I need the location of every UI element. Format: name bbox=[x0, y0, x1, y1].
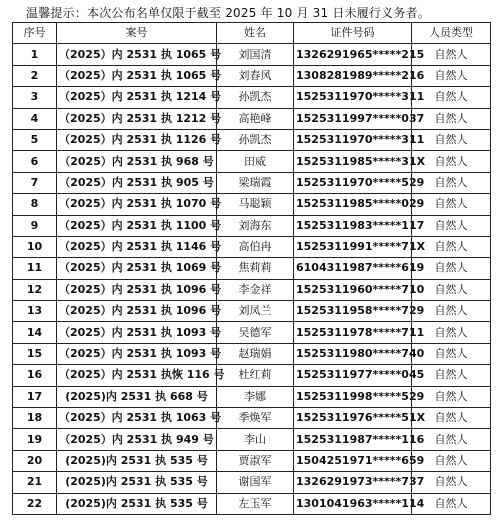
cell-name: 杜红莉 bbox=[217, 365, 294, 386]
cell-name: 贾淑军 bbox=[217, 450, 294, 471]
cell-id-number: 1525311985*****31X bbox=[294, 151, 412, 172]
cell-id-number: 1525311985*****029 bbox=[294, 194, 412, 215]
cell-case-number: （2025）内 2531 执 1065 号 bbox=[57, 44, 217, 65]
cell-id-number: 1525311976*****51X bbox=[294, 408, 412, 429]
table-row bbox=[13, 108, 491, 129]
table-header-row bbox=[13, 23, 491, 44]
cell-name: 左玉军 bbox=[217, 493, 294, 514]
cell-person-type: 自然人 bbox=[412, 322, 491, 343]
cell-person-type: 自然人 bbox=[412, 129, 491, 150]
cell-case-number: （2025）内 2531 执 1146 号 bbox=[57, 236, 217, 257]
table-row bbox=[13, 493, 491, 514]
cell-id-number: 1525311960*****710 bbox=[294, 279, 412, 300]
cell-seq: 13 bbox=[13, 301, 57, 322]
cell-seq: 4 bbox=[13, 108, 57, 129]
table-row bbox=[13, 408, 491, 429]
cell-seq: 11 bbox=[13, 258, 57, 279]
header-person-type: 人员类型 bbox=[412, 23, 491, 44]
table-row bbox=[13, 472, 491, 493]
cell-id-number: 1525311970*****311 bbox=[294, 87, 412, 108]
cell-person-type: 自然人 bbox=[412, 215, 491, 236]
cell-case-number: （2025）内 2531 执 1212 号 bbox=[57, 108, 217, 129]
cell-id-number: 1504251971*****659 bbox=[294, 450, 412, 471]
cell-seq: 1 bbox=[13, 44, 57, 65]
cell-id-number: 1326291973*****737 bbox=[294, 472, 412, 493]
table-row bbox=[13, 87, 491, 108]
cell-id-number: 1525311980*****740 bbox=[294, 343, 412, 364]
cell-id-number: 1525311997*****037 bbox=[294, 108, 412, 129]
cell-id-number: 1525311991*****71X bbox=[294, 236, 412, 257]
cell-name: 李金祥 bbox=[217, 279, 294, 300]
cell-name: 孙凯杰 bbox=[217, 129, 294, 150]
cell-person-type: 自然人 bbox=[412, 365, 491, 386]
cell-person-type: 自然人 bbox=[412, 408, 491, 429]
table-row bbox=[13, 172, 491, 193]
cell-case-number: （2025）内 2531 执 1070 号 bbox=[57, 194, 217, 215]
cell-name: 赵瑞娟 bbox=[217, 343, 294, 364]
table-row bbox=[13, 215, 491, 236]
cell-id-number: 1308281989*****216 bbox=[294, 65, 412, 86]
table-row bbox=[13, 279, 491, 300]
table-row bbox=[13, 129, 491, 150]
cell-name: 李娜 bbox=[217, 386, 294, 407]
table-row bbox=[13, 258, 491, 279]
cell-id-number: 1525311958*****729 bbox=[294, 301, 412, 322]
cell-person-type: 自然人 bbox=[412, 279, 491, 300]
table-row bbox=[13, 44, 491, 65]
cell-case-number: (2025)内 2531 执 668 号 bbox=[57, 386, 217, 407]
cell-seq: 20 bbox=[13, 450, 57, 471]
header-id-number: 证件号码 bbox=[294, 23, 412, 44]
cell-person-type: 自然人 bbox=[412, 194, 491, 215]
cell-person-type: 自然人 bbox=[412, 172, 491, 193]
cell-case-number: （2025）内 2531 执恢 116 号 bbox=[57, 365, 217, 386]
cell-seq: 2 bbox=[13, 65, 57, 86]
cell-seq: 6 bbox=[13, 151, 57, 172]
cell-seq: 10 bbox=[13, 236, 57, 257]
cell-case-number: （2025）内 2531 执 1126 号 bbox=[57, 129, 217, 150]
cell-case-number: (2025)内 2531 执 535 号 bbox=[57, 450, 217, 471]
cell-id-number: 1525311978*****711 bbox=[294, 322, 412, 343]
cell-person-type: 自然人 bbox=[412, 236, 491, 257]
table-row bbox=[13, 365, 491, 386]
cell-case-number: （2025）内 2531 执 968 号 bbox=[57, 151, 217, 172]
cell-person-type: 自然人 bbox=[412, 87, 491, 108]
cell-seq: 15 bbox=[13, 343, 57, 364]
cell-seq: 21 bbox=[13, 472, 57, 493]
cell-name: 高艳峰 bbox=[217, 108, 294, 129]
table-row bbox=[13, 386, 491, 407]
cell-person-type: 自然人 bbox=[412, 386, 491, 407]
cell-case-number: （2025）内 2531 执 1093 号 bbox=[57, 322, 217, 343]
cell-seq: 12 bbox=[13, 279, 57, 300]
cell-name: 谢国军 bbox=[217, 472, 294, 493]
cell-name: 田威 bbox=[217, 151, 294, 172]
cell-case-number: （2025）内 2531 执 905 号 bbox=[57, 172, 217, 193]
cell-case-number: （2025）内 2531 执 1063 号 bbox=[57, 408, 217, 429]
cell-id-number: 6104311987*****619 bbox=[294, 258, 412, 279]
cell-seq: 16 bbox=[13, 365, 57, 386]
cell-seq: 18 bbox=[13, 408, 57, 429]
table-row bbox=[13, 236, 491, 257]
cell-id-number: 1525311970*****529 bbox=[294, 172, 412, 193]
cell-case-number: （2025）内 2531 执 1065 号 bbox=[57, 65, 217, 86]
table-row bbox=[13, 343, 491, 364]
cell-case-number: （2025）内 2531 执 1093 号 bbox=[57, 343, 217, 364]
cell-person-type: 自然人 bbox=[412, 44, 491, 65]
cell-id-number: 1525311987*****116 bbox=[294, 429, 412, 450]
cell-seq: 17 bbox=[13, 386, 57, 407]
cell-id-number: 1301041963*****114 bbox=[294, 493, 412, 514]
cell-case-number: （2025）内 2531 执 1096 号 bbox=[57, 301, 217, 322]
cell-seq: 9 bbox=[13, 215, 57, 236]
table-row bbox=[13, 322, 491, 343]
table-row bbox=[13, 301, 491, 322]
table-row bbox=[13, 65, 491, 86]
cell-name: 刘国清 bbox=[217, 44, 294, 65]
cell-name: 焦莉莉 bbox=[217, 258, 294, 279]
cell-seq: 22 bbox=[13, 493, 57, 514]
table-row bbox=[13, 429, 491, 450]
cell-case-number: （2025）内 2531 执 1100 号 bbox=[57, 215, 217, 236]
cell-name: 马聪颖 bbox=[217, 194, 294, 215]
cell-id-number: 1326291965*****215 bbox=[294, 44, 412, 65]
cell-seq: 14 bbox=[13, 322, 57, 343]
cell-case-number: (2025)内 2531 执 535 号 bbox=[57, 493, 217, 514]
cell-seq: 7 bbox=[13, 172, 57, 193]
cell-case-number: （2025）内 2531 执 1214 号 bbox=[57, 87, 217, 108]
cell-name: 刘春风 bbox=[217, 65, 294, 86]
cell-seq: 8 bbox=[13, 194, 57, 215]
cell-person-type: 自然人 bbox=[412, 65, 491, 86]
cell-seq: 5 bbox=[13, 129, 57, 150]
cell-id-number: 1525311970*****311 bbox=[294, 129, 412, 150]
cell-person-type: 自然人 bbox=[412, 151, 491, 172]
cell-case-number: （2025）内 2531 执 1069 号 bbox=[57, 258, 217, 279]
cell-name: 梁瑞霞 bbox=[217, 172, 294, 193]
table-row bbox=[13, 194, 491, 215]
defaulter-table bbox=[12, 22, 491, 515]
cell-name: 李山 bbox=[217, 429, 294, 450]
cell-name: 刘海东 bbox=[217, 215, 294, 236]
cell-name: 季焕军 bbox=[217, 408, 294, 429]
table-row bbox=[13, 151, 491, 172]
cell-id-number: 1525311983*****117 bbox=[294, 215, 412, 236]
cell-person-type: 自然人 bbox=[412, 493, 491, 514]
header-case-number: 案号 bbox=[57, 23, 217, 44]
table-row bbox=[13, 450, 491, 471]
cell-name: 高伯冉 bbox=[217, 236, 294, 257]
cell-case-number: （2025）内 2531 执 949 号 bbox=[57, 429, 217, 450]
cell-person-type: 自然人 bbox=[412, 301, 491, 322]
cell-seq: 3 bbox=[13, 87, 57, 108]
cell-person-type: 自然人 bbox=[412, 472, 491, 493]
cell-case-number: （2025）内 2531 执 1096 号 bbox=[57, 279, 217, 300]
cell-seq: 19 bbox=[13, 429, 57, 450]
notice-text: 温馨提示：本次公布名单仅限于截至 2025 年 10 月 31 日未履行义务者。 bbox=[26, 6, 430, 20]
header-seq: 序号 bbox=[13, 23, 57, 44]
cell-id-number: 1525311998*****529 bbox=[294, 386, 412, 407]
cell-person-type: 自然人 bbox=[412, 343, 491, 364]
cell-person-type: 自然人 bbox=[412, 450, 491, 471]
cell-name: 孙凯杰 bbox=[217, 87, 294, 108]
cell-name: 吴德军 bbox=[217, 322, 294, 343]
header-name: 姓名 bbox=[217, 23, 294, 44]
cell-person-type: 自然人 bbox=[412, 258, 491, 279]
cell-name: 刘凤兰 bbox=[217, 301, 294, 322]
cell-case-number: (2025)内 2531 执 535 号 bbox=[57, 472, 217, 493]
cell-person-type: 自然人 bbox=[412, 429, 491, 450]
cell-id-number: 1525311977*****045 bbox=[294, 365, 412, 386]
cell-person-type: 自然人 bbox=[412, 108, 491, 129]
